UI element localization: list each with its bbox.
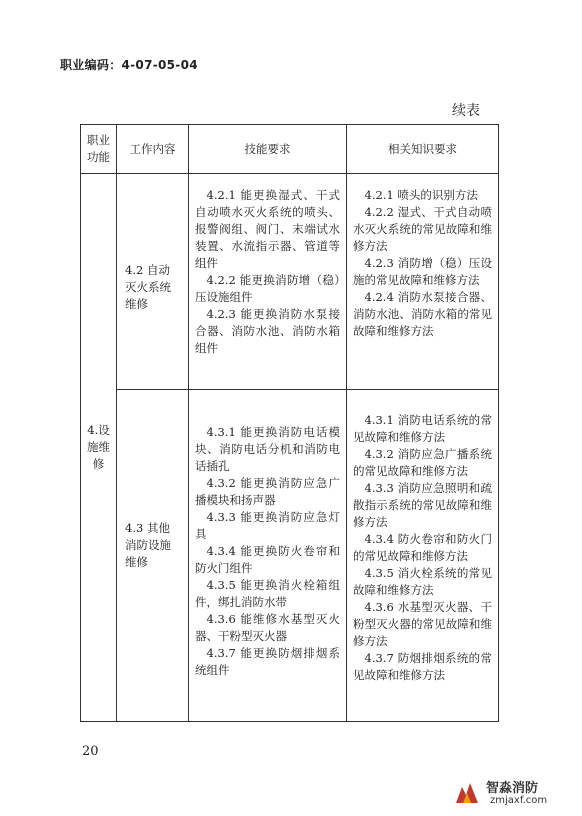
knowledge-item: 4.2.2 湿式、干式自动喷水灭火系统的常见故障和维修方法 xyxy=(353,205,492,253)
knowledge-item: 4.2.4 消防水泵接合器、消防水池、消防水箱的常见故障和维修方法 xyxy=(353,290,492,338)
skill-item: 4.2.1 能更换湿式、干式自动喷水灭火系统的喷头、报警阀组、阀门、末端试水装置、水流指示器、管道等组件 xyxy=(195,188,340,270)
knowledge-item: 4.3.2 消防应急广播系统的常见故障和维修方法 xyxy=(353,447,492,478)
knowledge-item: 4.3.5 消火栓系统的常见故障和维修方法 xyxy=(353,566,492,597)
knowledge-item: 4.3.6 水基型灭火器、干粉型灭火器的常见故障和维修方法 xyxy=(353,600,492,648)
skill-item: 4.3.2 能更换消防应急广播模块和扬声器 xyxy=(195,476,340,507)
logo-url: zmjaxf.com xyxy=(490,795,548,806)
knowledge-item: 4.3.1 消防电话系统的常见故障和维修方法 xyxy=(353,413,492,444)
requirements-table xyxy=(80,124,499,722)
work-content-cell: 4.2 自动灭火系统维修 xyxy=(117,174,189,390)
knowledge-item: 4.3.7 防烟排烟系统的常见故障和维修方法 xyxy=(353,651,492,682)
work-content-cell: 4.3 其他消防设施维修 xyxy=(117,390,189,722)
knowledge-item: 4.2.1 喷头的识别方法 xyxy=(364,188,478,202)
skill-item: 4.3.5 能更换消火栓箱组件，绑扎消防水带 xyxy=(195,578,340,609)
skills-cell xyxy=(189,390,347,722)
skill-item: 4.3.7 能更换防烟排烟系统组件 xyxy=(195,646,340,677)
logo-name: 智淼消防 xyxy=(486,781,539,796)
skill-item: 4.2.2 能更换消防增（稳）压设施组件 xyxy=(195,273,340,304)
knowledge-item: 4.2.3 消防增（稳）压设施的常见故障和维修方法 xyxy=(353,256,492,287)
skill-item: 4.2.3 能更换消防水泵接合器、消防水池、消防水箱组件 xyxy=(195,307,340,355)
table-header-row xyxy=(81,125,499,174)
skills-cell xyxy=(189,174,347,390)
skill-item: 4.3.1 能更换消防电话模块、消防电话分机和消防电话插孔 xyxy=(195,425,340,473)
skill-item: 4.3.6 能维修水基型灭火器、干粉型灭火器 xyxy=(195,612,340,643)
table-row xyxy=(81,174,499,390)
page-number: 20 xyxy=(82,744,99,759)
knowledge-item: 4.3.3 消防应急照明和疏散指示系统的常见故障和维修方法 xyxy=(353,481,492,529)
function-cell: 4.设施维修 xyxy=(81,174,117,722)
continued-label: 续表 xyxy=(452,103,480,119)
header-knowledge: 相关知识要求 xyxy=(347,125,499,174)
header-work: 工作内容 xyxy=(117,125,189,174)
table-row xyxy=(81,390,499,722)
flame-logo-icon xyxy=(452,781,482,805)
knowledge-cell xyxy=(347,390,499,722)
knowledge-item: 4.3.4 防火卷帘和防火门的常见故障和维修方法 xyxy=(353,532,492,563)
site-logo xyxy=(452,775,570,809)
occupation-code: 职业编码：4-07-05-04 xyxy=(60,58,198,72)
skill-item: 4.3.3 能更换消防应急灯具 xyxy=(195,510,340,541)
skill-item: 4.3.4 能更换防火卷帘和防火门组件 xyxy=(195,544,340,575)
header-skills: 技能要求 xyxy=(189,125,347,174)
knowledge-cell xyxy=(347,174,499,390)
header-function: 职业功能 xyxy=(81,125,117,174)
